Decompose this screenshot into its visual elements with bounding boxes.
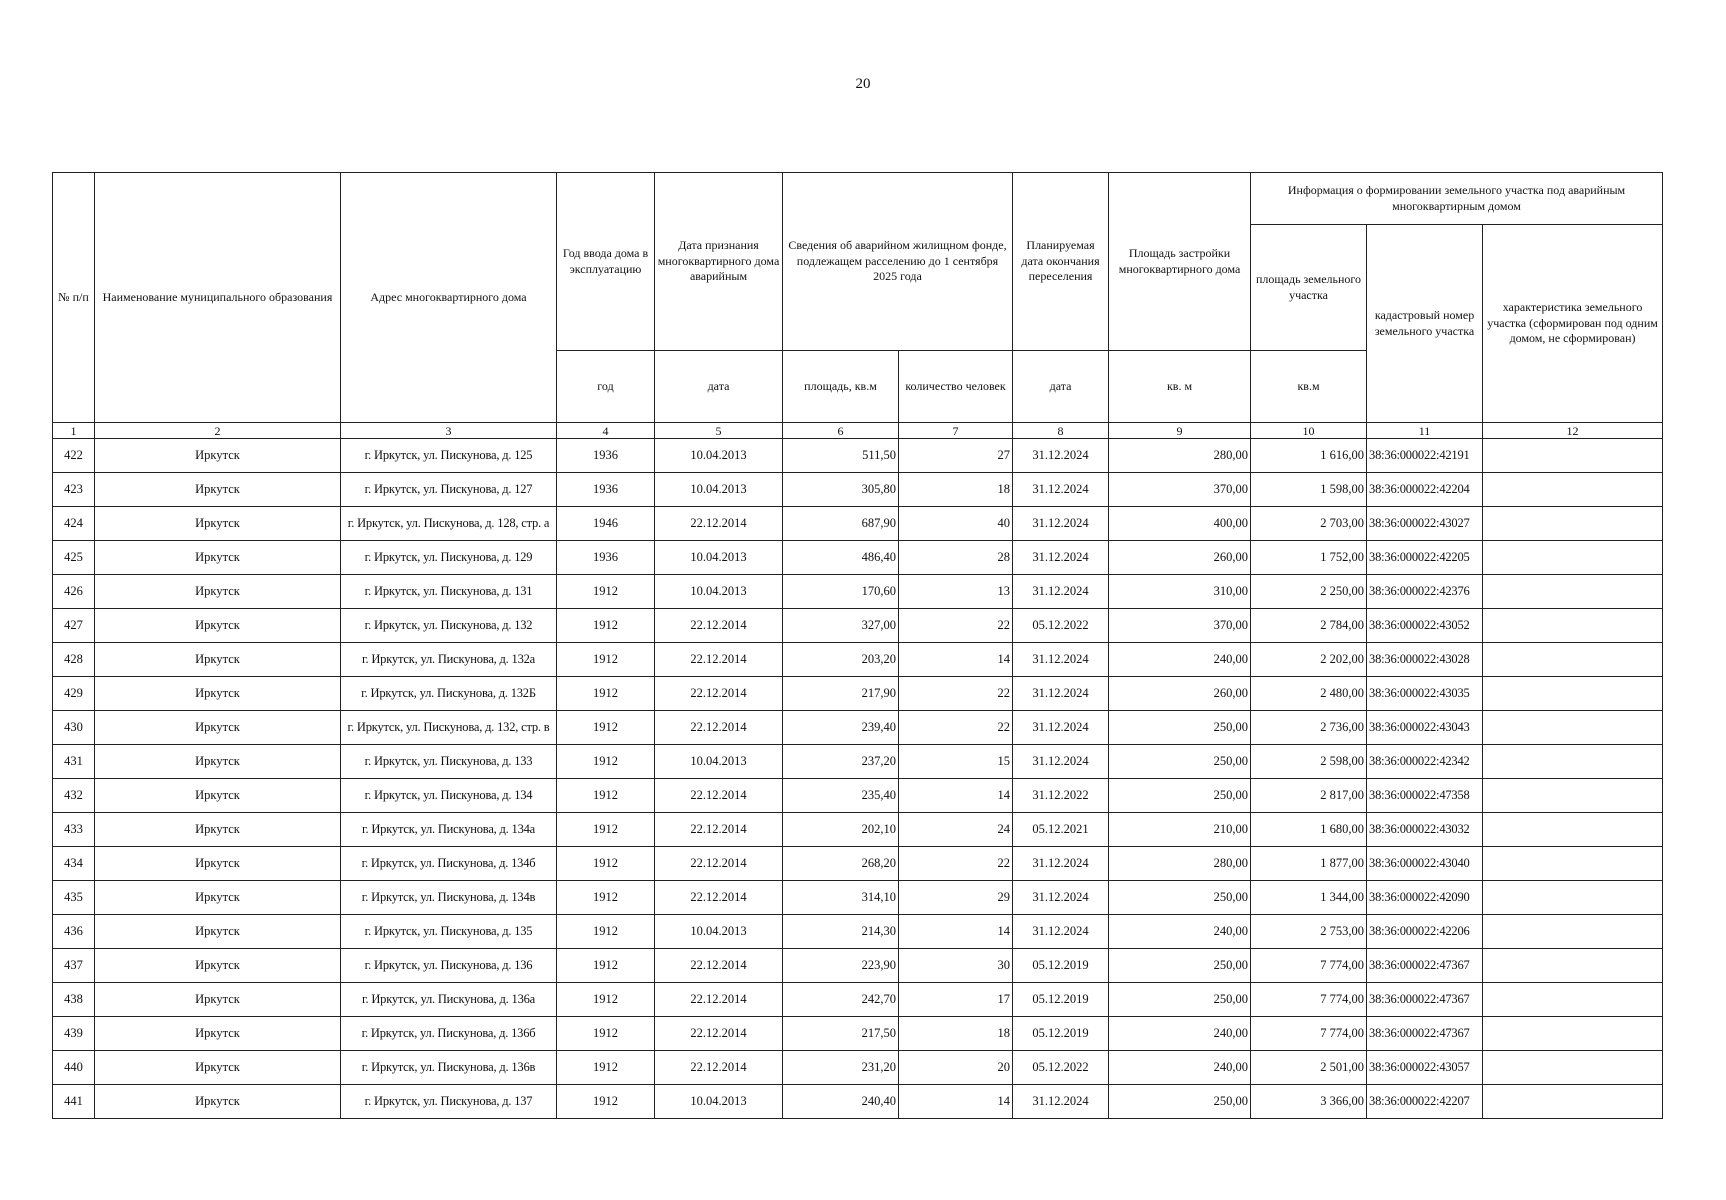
cadastral-cell: 38:36:000022:43028 — [1367, 643, 1483, 677]
recognized-date-cell: 22.12.2014 — [655, 881, 783, 915]
area-cell: 687,90 — [783, 507, 899, 541]
recognized-date-cell: 22.12.2014 — [655, 779, 783, 813]
year-cell: 1912 — [557, 779, 655, 813]
address-cell: г. Иркутск, ул. Пискунова, д. 136б — [341, 1017, 557, 1051]
year-cell: 1912 — [557, 711, 655, 745]
address-cell: г. Иркутск, ул. Пискунова, д. 137 — [341, 1085, 557, 1119]
year-cell: 1912 — [557, 1051, 655, 1085]
table-body — [53, 439, 1663, 1119]
recognized-date-cell: 22.12.2014 — [655, 1017, 783, 1051]
planned-date-cell: 31.12.2024 — [1013, 575, 1109, 609]
unit-building-sqm: кв. м — [1109, 351, 1251, 423]
area-cell: 223,90 — [783, 949, 899, 983]
header-num: № п/п — [53, 173, 95, 423]
year-cell: 1936 — [557, 473, 655, 507]
row-number: 424 — [53, 507, 95, 541]
land-area-cell: 1 616,00 — [1251, 439, 1367, 473]
year-cell: 1912 — [557, 643, 655, 677]
area-cell: 242,70 — [783, 983, 899, 1017]
land-char-cell — [1483, 507, 1663, 541]
address-cell: г. Иркутск, ул. Пискунова, д. 134 — [341, 779, 557, 813]
land-area-cell: 2 784,00 — [1251, 609, 1367, 643]
planned-date-cell: 05.12.2019 — [1013, 1017, 1109, 1051]
header-year-built: Год ввода дома в эксплуатацию — [557, 173, 655, 351]
land-char-cell — [1483, 983, 1663, 1017]
land-area-cell: 1 877,00 — [1251, 847, 1367, 881]
row-number: 423 — [53, 473, 95, 507]
land-char-cell — [1483, 745, 1663, 779]
building-area-cell: 240,00 — [1109, 915, 1251, 949]
col-number: 9 — [1109, 423, 1251, 439]
col-number: 7 — [899, 423, 1013, 439]
planned-date-cell: 05.12.2021 — [1013, 813, 1109, 847]
municipality-cell: Иркутск — [95, 711, 341, 745]
building-area-cell: 370,00 — [1109, 473, 1251, 507]
table-row — [53, 507, 1663, 541]
recognized-date-cell: 22.12.2014 — [655, 813, 783, 847]
cadastral-cell: 38:36:000022:43040 — [1367, 847, 1483, 881]
year-cell: 1912 — [557, 813, 655, 847]
year-cell: 1936 — [557, 541, 655, 575]
land-area-cell: 2 480,00 — [1251, 677, 1367, 711]
land-area-cell: 2 817,00 — [1251, 779, 1367, 813]
area-cell: 240,40 — [783, 1085, 899, 1119]
cadastral-cell: 38:36:000022:43035 — [1367, 677, 1483, 711]
people-cell: 27 — [899, 439, 1013, 473]
area-cell: 239,40 — [783, 711, 899, 745]
planned-date-cell: 31.12.2024 — [1013, 541, 1109, 575]
table-row — [53, 439, 1663, 473]
table-row — [53, 1051, 1663, 1085]
recognized-date-cell: 10.04.2013 — [655, 439, 783, 473]
row-number: 428 — [53, 643, 95, 677]
row-number: 426 — [53, 575, 95, 609]
header-date-recognized: Дата признания многоквартирного дома аварийным — [655, 173, 783, 351]
land-char-cell — [1483, 1017, 1663, 1051]
col-number: 11 — [1367, 423, 1483, 439]
building-area-cell: 370,00 — [1109, 609, 1251, 643]
planned-date-cell: 05.12.2022 — [1013, 609, 1109, 643]
recognized-date-cell: 22.12.2014 — [655, 711, 783, 745]
building-area-cell: 250,00 — [1109, 881, 1251, 915]
row-number: 433 — [53, 813, 95, 847]
recognized-date-cell: 22.12.2014 — [655, 643, 783, 677]
municipality-cell: Иркутск — [95, 609, 341, 643]
recognized-date-cell: 22.12.2014 — [655, 949, 783, 983]
municipality-cell: Иркутск — [95, 881, 341, 915]
land-area-cell: 2 753,00 — [1251, 915, 1367, 949]
row-number: 436 — [53, 915, 95, 949]
area-cell: 268,20 — [783, 847, 899, 881]
municipality-cell: Иркутск — [95, 1017, 341, 1051]
cadastral-cell: 38:36:000022:43032 — [1367, 813, 1483, 847]
building-area-cell: 250,00 — [1109, 779, 1251, 813]
header-municipality: Наименование муниципального образования — [95, 173, 341, 423]
people-cell: 14 — [899, 1085, 1013, 1119]
year-cell: 1912 — [557, 1017, 655, 1051]
municipality-cell: Иркутск — [95, 677, 341, 711]
building-area-cell: 210,00 — [1109, 813, 1251, 847]
building-area-cell: 240,00 — [1109, 643, 1251, 677]
cadastral-cell: 38:36:000022:43043 — [1367, 711, 1483, 745]
row-number: 427 — [53, 609, 95, 643]
municipality-cell: Иркутск — [95, 949, 341, 983]
cadastral-cell: 38:36:000022:47358 — [1367, 779, 1483, 813]
people-cell: 15 — [899, 745, 1013, 779]
land-area-cell: 2 202,00 — [1251, 643, 1367, 677]
table-row — [53, 745, 1663, 779]
people-cell: 18 — [899, 473, 1013, 507]
row-number: 422 — [53, 439, 95, 473]
municipality-cell: Иркутск — [95, 847, 341, 881]
row-number: 432 — [53, 779, 95, 813]
col-number: 4 — [557, 423, 655, 439]
land-area-cell: 1 598,00 — [1251, 473, 1367, 507]
area-cell: 486,40 — [783, 541, 899, 575]
people-cell: 30 — [899, 949, 1013, 983]
table-header — [53, 173, 1663, 439]
land-area-cell: 1 680,00 — [1251, 813, 1367, 847]
land-char-cell — [1483, 643, 1663, 677]
people-cell: 14 — [899, 915, 1013, 949]
planned-date-cell: 31.12.2024 — [1013, 643, 1109, 677]
building-area-cell: 260,00 — [1109, 541, 1251, 575]
planned-date-cell: 31.12.2024 — [1013, 711, 1109, 745]
table-row — [53, 1017, 1663, 1051]
people-cell: 14 — [899, 779, 1013, 813]
unit-people: количество человек — [899, 351, 1013, 423]
area-cell: 305,80 — [783, 473, 899, 507]
address-cell: г. Иркутск, ул. Пискунова, д. 135 — [341, 915, 557, 949]
planned-date-cell: 31.12.2024 — [1013, 915, 1109, 949]
header-emergency-fund: Сведения об аварийном жилищном фонде, подлежащем расселению до 1 сентября 2025 года — [783, 173, 1013, 351]
area-cell: 214,30 — [783, 915, 899, 949]
cadastral-cell: 38:36:000022:42204 — [1367, 473, 1483, 507]
land-char-cell — [1483, 847, 1663, 881]
land-char-cell — [1483, 881, 1663, 915]
table-row — [53, 915, 1663, 949]
recognized-date-cell: 10.04.2013 — [655, 915, 783, 949]
year-cell: 1912 — [557, 915, 655, 949]
land-char-cell — [1483, 541, 1663, 575]
planned-date-cell: 31.12.2024 — [1013, 1085, 1109, 1119]
year-cell: 1912 — [557, 575, 655, 609]
address-cell: г. Иркутск, ул. Пискунова, д. 136 — [341, 949, 557, 983]
table-row — [53, 643, 1663, 677]
area-cell: 511,50 — [783, 439, 899, 473]
land-char-cell — [1483, 813, 1663, 847]
row-number: 431 — [53, 745, 95, 779]
recognized-date-cell: 22.12.2014 — [655, 983, 783, 1017]
cadastral-cell: 38:36:000022:42342 — [1367, 745, 1483, 779]
row-number: 435 — [53, 881, 95, 915]
planned-date-cell: 31.12.2022 — [1013, 779, 1109, 813]
area-cell: 217,50 — [783, 1017, 899, 1051]
address-cell: г. Иркутск, ул. Пискунова, д. 134в — [341, 881, 557, 915]
building-area-cell: 240,00 — [1109, 1017, 1251, 1051]
cadastral-cell: 38:36:000022:47367 — [1367, 983, 1483, 1017]
row-number: 425 — [53, 541, 95, 575]
recognized-date-cell: 22.12.2014 — [655, 609, 783, 643]
building-area-cell: 240,00 — [1109, 1051, 1251, 1085]
recognized-date-cell: 22.12.2014 — [655, 677, 783, 711]
planned-date-cell: 31.12.2024 — [1013, 439, 1109, 473]
col-number: 1 — [53, 423, 95, 439]
building-area-cell: 250,00 — [1109, 711, 1251, 745]
planned-date-cell: 05.12.2019 — [1013, 983, 1109, 1017]
address-cell: г. Иркутск, ул. Пискунова, д. 132, стр. в — [341, 711, 557, 745]
col-number: 12 — [1483, 423, 1663, 439]
building-area-cell: 280,00 — [1109, 439, 1251, 473]
column-number-row — [53, 423, 1663, 439]
col-number: 8 — [1013, 423, 1109, 439]
year-cell: 1912 — [557, 609, 655, 643]
header-land-area: площадь земельного участка — [1251, 225, 1367, 351]
municipality-cell: Иркутск — [95, 575, 341, 609]
municipality-cell: Иркутск — [95, 745, 341, 779]
row-number: 440 — [53, 1051, 95, 1085]
header-planned-date: Планируемая дата окончания переселения — [1013, 173, 1109, 351]
cadastral-cell: 38:36:000022:42376 — [1367, 575, 1483, 609]
municipality-cell: Иркутск — [95, 473, 341, 507]
municipality-cell: Иркутск — [95, 1051, 341, 1085]
people-cell: 40 — [899, 507, 1013, 541]
area-cell: 231,20 — [783, 1051, 899, 1085]
land-area-cell: 1 344,00 — [1251, 881, 1367, 915]
unit-land-sqm: кв.м — [1251, 351, 1367, 423]
address-cell: г. Иркутск, ул. Пискунова, д. 136в — [341, 1051, 557, 1085]
area-cell: 170,60 — [783, 575, 899, 609]
table-row — [53, 983, 1663, 1017]
row-number: 429 — [53, 677, 95, 711]
people-cell: 18 — [899, 1017, 1013, 1051]
building-area-cell: 250,00 — [1109, 1085, 1251, 1119]
land-char-cell — [1483, 1051, 1663, 1085]
table-row — [53, 541, 1663, 575]
planned-date-cell: 05.12.2022 — [1013, 1051, 1109, 1085]
emergency-housing-table — [52, 172, 1663, 1119]
recognized-date-cell: 10.04.2013 — [655, 745, 783, 779]
area-cell: 235,40 — [783, 779, 899, 813]
table-row — [53, 677, 1663, 711]
land-char-cell — [1483, 915, 1663, 949]
people-cell: 17 — [899, 983, 1013, 1017]
year-cell: 1912 — [557, 745, 655, 779]
col-number: 6 — [783, 423, 899, 439]
year-cell: 1912 — [557, 881, 655, 915]
address-cell: г. Иркутск, ул. Пискунова, д. 128, стр. а — [341, 507, 557, 541]
year-cell: 1912 — [557, 949, 655, 983]
year-cell: 1936 — [557, 439, 655, 473]
page-number: 20 — [855, 76, 871, 92]
planned-date-cell: 31.12.2024 — [1013, 677, 1109, 711]
planned-date-cell: 31.12.2024 — [1013, 473, 1109, 507]
recognized-date-cell: 10.04.2013 — [655, 575, 783, 609]
people-cell: 28 — [899, 541, 1013, 575]
address-cell: г. Иркутск, ул. Пискунова, д. 131 — [341, 575, 557, 609]
municipality-cell: Иркутск — [95, 643, 341, 677]
land-char-cell — [1483, 677, 1663, 711]
col-number: 10 — [1251, 423, 1367, 439]
recognized-date-cell: 10.04.2013 — [655, 1085, 783, 1119]
table-row — [53, 609, 1663, 643]
address-cell: г. Иркутск, ул. Пискунова, д. 132Б — [341, 677, 557, 711]
cadastral-cell: 38:36:000022:42090 — [1367, 881, 1483, 915]
municipality-cell: Иркутск — [95, 779, 341, 813]
address-cell: г. Иркутск, ул. Пискунова, д. 127 — [341, 473, 557, 507]
col-number: 5 — [655, 423, 783, 439]
recognized-date-cell: 22.12.2014 — [655, 1051, 783, 1085]
building-area-cell: 260,00 — [1109, 677, 1251, 711]
address-cell: г. Иркутск, ул. Пискунова, д. 134б — [341, 847, 557, 881]
year-cell: 1912 — [557, 1085, 655, 1119]
building-area-cell: 310,00 — [1109, 575, 1251, 609]
land-area-cell: 2 501,00 — [1251, 1051, 1367, 1085]
row-number: 430 — [53, 711, 95, 745]
unit-planned-date: дата — [1013, 351, 1109, 423]
municipality-cell: Иркутск — [95, 507, 341, 541]
recognized-date-cell: 10.04.2013 — [655, 473, 783, 507]
address-cell: г. Иркутск, ул. Пискунова, д. 129 — [341, 541, 557, 575]
recognized-date-cell: 22.12.2014 — [655, 507, 783, 541]
people-cell: 20 — [899, 1051, 1013, 1085]
planned-date-cell: 31.12.2024 — [1013, 847, 1109, 881]
municipality-cell: Иркутск — [95, 915, 341, 949]
land-area-cell: 2 598,00 — [1251, 745, 1367, 779]
cadastral-cell: 38:36:000022:47367 — [1367, 1017, 1483, 1051]
planned-date-cell: 31.12.2024 — [1013, 745, 1109, 779]
year-cell: 1912 — [557, 677, 655, 711]
year-cell: 1912 — [557, 847, 655, 881]
land-area-cell: 3 366,00 — [1251, 1085, 1367, 1119]
cadastral-cell: 38:36:000022:42191 — [1367, 439, 1483, 473]
cadastral-cell: 38:36:000022:42207 — [1367, 1085, 1483, 1119]
building-area-cell: 250,00 — [1109, 949, 1251, 983]
header-address: Адрес многоквартирного дома — [341, 173, 557, 423]
land-char-cell — [1483, 1085, 1663, 1119]
area-cell: 314,10 — [783, 881, 899, 915]
municipality-cell: Иркутск — [95, 813, 341, 847]
people-cell: 29 — [899, 881, 1013, 915]
building-area-cell: 280,00 — [1109, 847, 1251, 881]
year-cell: 1946 — [557, 507, 655, 541]
people-cell: 22 — [899, 847, 1013, 881]
building-area-cell: 250,00 — [1109, 983, 1251, 1017]
header-cadastral: кадастровый номер земельного участка — [1367, 225, 1483, 423]
table-row — [53, 881, 1663, 915]
header-land-info: Информация о формировании земельного участка под аварийным многоквартирным домом — [1251, 173, 1663, 225]
cadastral-cell: 38:36:000022:43027 — [1367, 507, 1483, 541]
cadastral-cell: 38:36:000022:47367 — [1367, 949, 1483, 983]
header-land-char: характеристика земельного участка (сформирован под одним домом, не сформирован) — [1483, 225, 1663, 423]
land-char-cell — [1483, 473, 1663, 507]
people-cell: 14 — [899, 643, 1013, 677]
land-area-cell: 7 774,00 — [1251, 949, 1367, 983]
municipality-cell: Иркутск — [95, 1085, 341, 1119]
cadastral-cell: 38:36:000022:43052 — [1367, 609, 1483, 643]
table-row — [53, 949, 1663, 983]
area-cell: 217,90 — [783, 677, 899, 711]
land-char-cell — [1483, 779, 1663, 813]
people-cell: 22 — [899, 677, 1013, 711]
land-char-cell — [1483, 609, 1663, 643]
area-cell: 202,10 — [783, 813, 899, 847]
table-row — [53, 1085, 1663, 1119]
people-cell: 13 — [899, 575, 1013, 609]
row-number: 437 — [53, 949, 95, 983]
address-cell: г. Иркутск, ул. Пискунова, д. 136а — [341, 983, 557, 1017]
cadastral-cell: 38:36:000022:43057 — [1367, 1051, 1483, 1085]
address-cell: г. Иркутск, ул. Пискунова, д. 132 — [341, 609, 557, 643]
recognized-date-cell: 22.12.2014 — [655, 847, 783, 881]
municipality-cell: Иркутск — [95, 541, 341, 575]
row-number: 438 — [53, 983, 95, 1017]
col-number: 2 — [95, 423, 341, 439]
table-row — [53, 847, 1663, 881]
table-row — [53, 779, 1663, 813]
header-building-area: Площадь застройки многоквартирного дома — [1109, 173, 1251, 351]
land-area-cell: 2 703,00 — [1251, 507, 1367, 541]
year-cell: 1912 — [557, 983, 655, 1017]
land-area-cell: 2 736,00 — [1251, 711, 1367, 745]
unit-year: год — [557, 351, 655, 423]
recognized-date-cell: 10.04.2013 — [655, 541, 783, 575]
address-cell: г. Иркутск, ул. Пискунова, д. 134а — [341, 813, 557, 847]
col-number: 3 — [341, 423, 557, 439]
area-cell: 327,00 — [783, 609, 899, 643]
land-char-cell — [1483, 575, 1663, 609]
building-area-cell: 400,00 — [1109, 507, 1251, 541]
row-number: 434 — [53, 847, 95, 881]
unit-area: площадь, кв.м — [783, 351, 899, 423]
people-cell: 22 — [899, 711, 1013, 745]
land-char-cell — [1483, 711, 1663, 745]
land-area-cell: 7 774,00 — [1251, 983, 1367, 1017]
table-row — [53, 813, 1663, 847]
planned-date-cell: 31.12.2024 — [1013, 507, 1109, 541]
people-cell: 22 — [899, 609, 1013, 643]
table-row — [53, 575, 1663, 609]
building-area-cell: 250,00 — [1109, 745, 1251, 779]
municipality-cell: Иркутск — [95, 983, 341, 1017]
area-cell: 203,20 — [783, 643, 899, 677]
planned-date-cell: 05.12.2019 — [1013, 949, 1109, 983]
address-cell: г. Иркутск, ул. Пискунова, д. 133 — [341, 745, 557, 779]
table-row — [53, 711, 1663, 745]
land-area-cell: 7 774,00 — [1251, 1017, 1367, 1051]
table-row — [53, 473, 1663, 507]
planned-date-cell: 31.12.2024 — [1013, 881, 1109, 915]
land-char-cell — [1483, 949, 1663, 983]
address-cell: г. Иркутск, ул. Пискунова, д. 132а — [341, 643, 557, 677]
cadastral-cell: 38:36:000022:42206 — [1367, 915, 1483, 949]
unit-date: дата — [655, 351, 783, 423]
address-cell: г. Иркутск, ул. Пискунова, д. 125 — [341, 439, 557, 473]
housing-table-wrapper — [52, 172, 1662, 1119]
people-cell: 24 — [899, 813, 1013, 847]
land-char-cell — [1483, 439, 1663, 473]
row-number: 441 — [53, 1085, 95, 1119]
land-area-cell: 1 752,00 — [1251, 541, 1367, 575]
municipality-cell: Иркутск — [95, 439, 341, 473]
area-cell: 237,20 — [783, 745, 899, 779]
cadastral-cell: 38:36:000022:42205 — [1367, 541, 1483, 575]
row-number: 439 — [53, 1017, 95, 1051]
land-area-cell: 2 250,00 — [1251, 575, 1367, 609]
